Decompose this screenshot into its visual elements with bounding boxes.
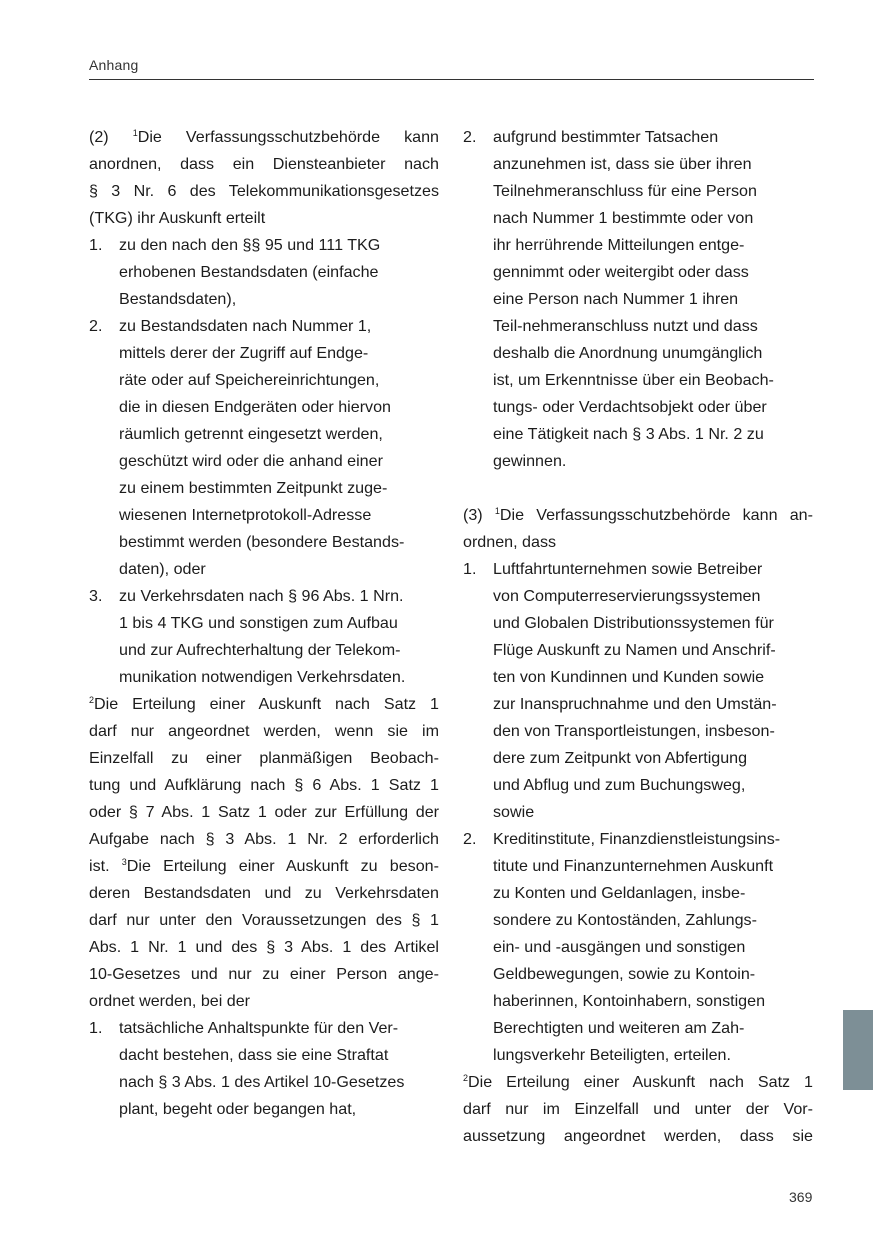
list-line: die in diesen Endgeräten oder hiervon [119, 398, 391, 416]
list-line: zu Verkehrsdaten nach § 96 Abs. 1 Nrn. [119, 587, 404, 605]
header-rule [89, 79, 814, 80]
numbered-list [89, 232, 439, 691]
list-number: 1. [89, 1019, 103, 1037]
text-line: Aufgabe nach § 3 Abs. 1 Nr. 2 erforderlich [89, 830, 439, 848]
text-line: darf nur unter den Voraussetzungen des § 1 [89, 911, 439, 929]
paragraph-block [463, 1069, 813, 1150]
text-line: Einzelfall zu einer planmäßigen Beobach- [89, 749, 439, 767]
numbered-list [89, 1015, 439, 1123]
numbered-list [463, 124, 813, 475]
right-column [463, 124, 813, 1150]
list-line: ihr herrührende Mitteilungen entge- [493, 236, 745, 254]
list-line: gennimmt oder weitergibt oder dass [493, 263, 749, 281]
list-line: eine Person nach Nummer 1 ihren [493, 290, 739, 308]
text-line: ordnet werden, bei der [89, 992, 251, 1010]
left-column [89, 124, 439, 1123]
list-line: Bestandsdaten), [119, 290, 237, 308]
list-line: daten), oder [119, 560, 206, 578]
list-line: wiesenen Internetprotokoll-Adresse [119, 506, 372, 524]
list-item [89, 313, 439, 583]
list-number: 2. [463, 830, 477, 848]
text-line: (2) $^1$Die Verfassungsschutzbehörde kann [89, 128, 439, 146]
list-line: dacht bestehen, dass sie eine Straftat [119, 1046, 389, 1064]
list-line: ist, um Erkenntnisse über ein Beobach- [493, 371, 774, 389]
list-line: räte oder auf Speichereinrichtungen, [119, 371, 380, 389]
list-line: Kreditinstitute, Finanzdienstleistungsins- [493, 830, 781, 848]
list-line: und Globalen Distributionssystemen für [493, 614, 774, 632]
list-item [89, 1015, 439, 1123]
list-number: 3. [89, 587, 103, 605]
list-line: von Computerreservierungssystemen [493, 587, 761, 605]
paragraph-block [89, 691, 439, 1015]
list-number: 1. [463, 560, 477, 578]
text-line: deren Bestandsdaten und zu Verkehrsdaten [89, 884, 439, 902]
list-line: zu Konten und Geldanlagen, insbe- [493, 884, 746, 902]
list-line: plant, begeht oder begangen hat, [119, 1100, 357, 1118]
chapter-thumb-tab [843, 1010, 873, 1090]
list-line: erhobenen Bestandsdaten (einfache [119, 263, 379, 281]
list-line: 1 bis 4 TKG und sonstigen zum Aufbau [119, 614, 398, 632]
list-line: titute und Finanzunternehmen Auskunft [493, 857, 774, 875]
list-item [89, 232, 439, 313]
text-line: ordnen, dass [463, 533, 557, 551]
list-line: mittels derer der Zugriff auf Endge- [119, 344, 369, 362]
list-line: tatsächliche Anhaltspunkte für den Ver- [119, 1019, 399, 1037]
text-line: $^2$Die Erteilung einer Auskunft nach Satz 1 [89, 695, 439, 713]
text-line: anordnen, dass ein Diensteanbieter nach [89, 155, 439, 173]
list-line: nach Nummer 1 bestimmte oder von [493, 209, 754, 227]
text-line: Abs. 1 Nr. 1 und des § 3 Abs. 1 des Artikel [89, 938, 439, 956]
list-number: 2. [463, 128, 477, 146]
page-number: 369 [789, 1189, 813, 1205]
list-line: geschützt wird oder die anhand einer [119, 452, 383, 470]
list-line: Teilnehmeranschluss für eine Person [493, 182, 757, 200]
text-line: § 3 Nr. 6 des Telekommunikationsgesetzes [89, 182, 439, 200]
list-line: lungsverkehr Beteiligten, erteilen. [493, 1046, 731, 1064]
list-number: 1. [89, 236, 103, 254]
list-line: Luftfahrtunternehmen sowie Betreiber [493, 560, 763, 578]
paragraph-block [463, 502, 813, 556]
text-line: (TKG) ihr Auskunft erteilt [89, 209, 266, 227]
list-line: zu einem bestimmten Zeitpunkt zuge- [119, 479, 388, 497]
list-line: ein- und -ausgängen und sonstigen [493, 938, 746, 956]
list-line: und Abflug und zum Buchungsweg, [493, 776, 746, 794]
list-line: nach § 3 Abs. 1 des Artikel 10-Gesetzes [119, 1073, 405, 1091]
text-line: darf nur angeordnet werden, wenn sie im [89, 722, 439, 740]
list-item [89, 583, 439, 691]
list-number: 2. [89, 317, 103, 335]
list-line: den von Transportleistungen, insbeson- [493, 722, 775, 740]
list-item [463, 124, 813, 475]
text-line: ist. $^3$Die Erteilung einer Auskunft zu beson- [89, 857, 439, 875]
list-line: zu den nach den §§ 95 und 111 TKG [119, 236, 381, 254]
text-line: $^2$Die Erteilung einer Auskunft nach Satz 1 [463, 1073, 813, 1091]
list-item [463, 826, 813, 1069]
list-line: haberinnen, Kontoinhabern, sonstigen [493, 992, 766, 1010]
list-line: deshalb die Anordnung unumgänglich [493, 344, 763, 362]
list-line: räumlich getrennt eingesetzt werden, [119, 425, 383, 443]
list-line: Flüge Auskunft zu Namen und Anschrif- [493, 641, 776, 659]
running-header: Anhang [89, 57, 139, 73]
list-line: aufgrund bestimmter Tatsachen [493, 128, 719, 146]
list-line: tungs- oder Verdachtsobjekt oder über [493, 398, 767, 416]
numbered-list [463, 556, 813, 1069]
list-line: zu Bestandsdaten nach Nummer 1, [119, 317, 372, 335]
text-line: (3) $^1$Die Verfassungsschutzbehörde kann an- [463, 506, 813, 524]
text-line: darf nur im Einzelfall und unter der Vor- [463, 1100, 813, 1118]
list-line: sowie [493, 803, 535, 821]
list-line: Berechtigten und weiteren am Zah- [493, 1019, 745, 1037]
list-line: und zur Aufrechterhaltung der Telekom- [119, 641, 401, 659]
list-line: dere zum Zeitpunkt von Abfertigung [493, 749, 748, 767]
list-line: gewinnen. [493, 452, 567, 470]
list-line: munikation notwendigen Verkehrsdaten. [119, 668, 406, 686]
paragraph-gap [463, 475, 813, 502]
list-line: Teil-nehmeranschluss nutzt und dass [493, 317, 758, 335]
text-line: aussetzung angeordnet werden, dass sie [463, 1127, 813, 1145]
list-line: zur Inanspruchnahme und den Umstän- [493, 695, 777, 713]
list-item [463, 556, 813, 826]
list-line: ten von Kundinnen und Kunden sowie [493, 668, 765, 686]
list-line: eine Tätigkeit nach § 3 Abs. 1 Nr. 2 zu [493, 425, 764, 443]
text-line: oder § 7 Abs. 1 Satz 1 oder zur Erfüllung der [89, 803, 439, 821]
list-line: Geldbewegungen, sowie zu Kontoin- [493, 965, 756, 983]
text-line: tung und Aufklärung nach § 6 Abs. 1 Satz 1 [89, 776, 439, 794]
list-line: anzunehmen ist, dass sie über ihren [493, 155, 752, 173]
list-line: sondere zu Kontoständen, Zahlungs- [493, 911, 757, 929]
list-line: bestimmt werden (besondere Bestands- [119, 533, 405, 551]
text-line: 10-Gesetzes und nur zu einer Person ange- [89, 965, 439, 983]
